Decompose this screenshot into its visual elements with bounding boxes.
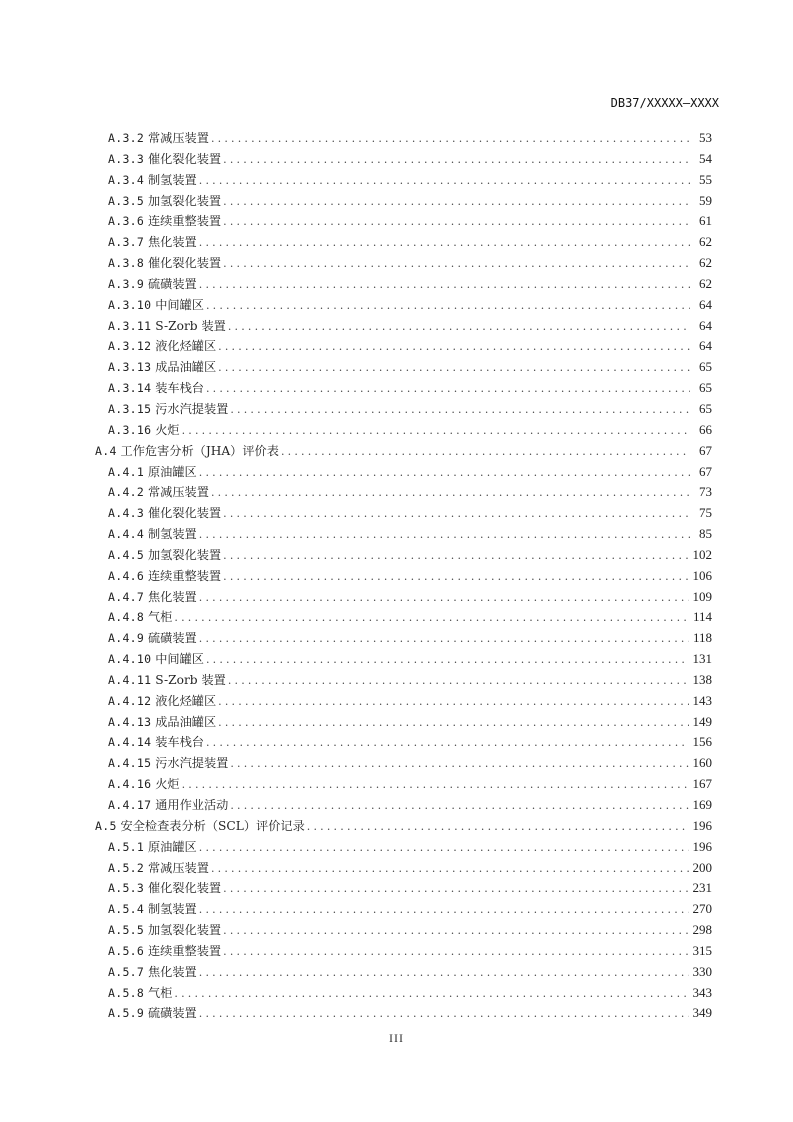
toc-entry-label: 液化烃罐区: [155, 339, 217, 354]
toc-entry[interactable]: [95, 712, 712, 733]
toc-entry-number: A.3.13: [108, 360, 152, 375]
toc-entry-title: [108, 691, 218, 712]
toc-entry-number: A.3.10: [108, 297, 152, 312]
toc-entry-page: 167: [692, 776, 712, 792]
toc-entry-title: [108, 503, 223, 524]
toc-entry-label: 装车栈台: [155, 735, 204, 750]
dot-leader: [218, 692, 688, 713]
toc-entry-page: 106: [692, 567, 712, 583]
toc-entry-page: 62: [699, 234, 712, 250]
toc-entry-number: A.4.6: [108, 568, 145, 583]
toc-entry-number: A.4.15: [108, 756, 152, 771]
toc-entry-number: A.4.13: [108, 714, 152, 729]
dot-leader: [230, 754, 688, 775]
toc-entry-page: 102: [692, 546, 712, 562]
toc-entry[interactable]: [95, 649, 712, 670]
toc-entry[interactable]: [95, 920, 712, 941]
dot-leader: [211, 129, 690, 150]
toc-entry-label: 制氢装置: [148, 902, 197, 917]
toc-entry-page: 149: [692, 713, 712, 729]
dot-leader: [182, 775, 689, 796]
toc-entry-label: 焦化装置: [148, 235, 197, 250]
toc-entry[interactable]: [95, 378, 712, 399]
toc-entry-title: [108, 649, 206, 670]
toc-entry-number: A.4.12: [108, 693, 152, 708]
toc-entry-label: 污水汽提装置: [155, 756, 229, 771]
toc-entry[interactable]: [95, 524, 712, 545]
toc-entry-title: [108, 587, 199, 608]
toc-entry[interactable]: [95, 545, 712, 566]
toc-entry[interactable]: [95, 962, 712, 983]
toc-entry[interactable]: [95, 607, 712, 628]
dot-leader: [206, 296, 690, 317]
dot-leader: [228, 317, 690, 338]
toc-entry-number: A.4.7: [108, 589, 145, 604]
toc-entry-page: 138: [692, 671, 712, 687]
toc-entry-label: 气柜: [148, 985, 173, 1000]
toc-entry-number: A.5.1: [108, 839, 145, 854]
dot-leader: [307, 817, 689, 838]
toc-entry[interactable]: [95, 899, 712, 920]
toc-entry-title: [108, 628, 199, 649]
toc-entry[interactable]: [95, 753, 712, 774]
toc-entry[interactable]: [95, 566, 712, 587]
dot-leader: [199, 629, 689, 650]
toc-entry-label: S-Zorb 装置: [155, 672, 226, 687]
dot-leader: [281, 442, 690, 463]
toc-entry-label: 硫磺装置: [148, 276, 197, 291]
toc-entry-number: A.4: [95, 443, 117, 458]
toc-entry-number: A.4.2: [108, 485, 145, 500]
toc-entry-title: [108, 420, 182, 441]
toc-entry-label: 硫磺装置: [148, 1006, 197, 1021]
toc-entry-title: [108, 316, 228, 337]
toc-entry[interactable]: [95, 670, 712, 691]
toc-entry-page: 143: [692, 692, 712, 708]
toc-entry[interactable]: [95, 795, 712, 816]
dot-leader: [182, 421, 690, 442]
toc-entry-title: [95, 816, 307, 837]
toc-entry-number: A.4.5: [108, 547, 145, 562]
toc-entry-number: A.5.5: [108, 923, 145, 938]
toc-entry-page: 67: [699, 463, 712, 479]
toc-entry-label: 催化裂化装置: [148, 256, 222, 271]
toc-entry-title: [108, 170, 199, 191]
toc-entry-number: A.3.5: [108, 193, 145, 208]
toc-entry-label: 催化裂化装置: [148, 506, 222, 521]
dot-leader: [199, 463, 690, 484]
toc-entry[interactable]: [95, 211, 712, 232]
toc-entry-title: [108, 732, 206, 753]
toc-entry-number: A.5.2: [108, 860, 145, 875]
toc-entry[interactable]: [95, 774, 712, 795]
dot-leader: [211, 483, 690, 504]
toc-entry-title: [108, 566, 223, 587]
dot-leader: [199, 1004, 689, 1025]
toc-entry-number: A.4.16: [108, 777, 152, 792]
toc-entry-title: [95, 441, 281, 462]
page-number-footer: III: [389, 1031, 404, 1045]
toc-entry-title: [108, 274, 199, 295]
dot-leader: [174, 984, 688, 1005]
toc-entry-label: S-Zorb 装置: [155, 318, 226, 333]
dot-leader: [228, 671, 689, 692]
toc-entry-number: A.5.7: [108, 964, 145, 979]
toc-entry[interactable]: [95, 983, 712, 1004]
toc-entry-label: 连续重整装置: [148, 943, 222, 958]
dot-leader: [206, 379, 690, 400]
toc-entry-title: [108, 920, 223, 941]
toc-entry-page: 65: [699, 380, 712, 396]
toc-entry-number: A.4.3: [108, 506, 145, 521]
dot-leader: [218, 337, 690, 358]
toc-entry-label: 原油罐区: [148, 839, 197, 854]
toc-entry[interactable]: [95, 170, 712, 191]
toc-entry-number: A.3.4: [108, 172, 145, 187]
toc-entry-number: A.3.12: [108, 339, 152, 354]
toc-entry-number: A.4.10: [108, 652, 152, 667]
toc-entry-number: A.4.14: [108, 735, 152, 750]
toc-entry-page: 62: [699, 275, 712, 291]
toc-entry-page: 62: [699, 255, 712, 271]
toc-entry-page: 196: [692, 817, 712, 833]
toc-entry[interactable]: [95, 587, 712, 608]
toc-entry[interactable]: [95, 441, 712, 462]
dot-leader: [223, 192, 690, 213]
toc-entry-title: [108, 983, 174, 1004]
toc-entry[interactable]: [95, 232, 712, 253]
toc-entry-number: A.5.6: [108, 943, 145, 958]
toc-entry[interactable]: [95, 253, 712, 274]
toc-entry-label: 液化烃罐区: [155, 693, 217, 708]
toc-entry-page: 61: [699, 213, 712, 229]
toc-entry-title: [108, 1003, 199, 1024]
toc-entry-label: 通用作业活动: [155, 798, 229, 812]
toc-entry-page: 315: [692, 942, 712, 958]
toc-entry-label: 焦化装置: [148, 964, 197, 979]
toc-entry[interactable]: [95, 420, 712, 441]
toc-entry[interactable]: [95, 274, 712, 295]
toc-entry-title: [108, 462, 199, 483]
toc-entry-page: 118: [692, 630, 712, 646]
toc-entry-number: A.3.9: [108, 276, 145, 291]
toc-entry-title: [108, 482, 211, 503]
toc-entry-number: A.5.3: [108, 881, 145, 896]
toc-entry[interactable]: [95, 191, 712, 212]
toc-entry-page: 131: [692, 651, 712, 667]
dot-leader: [218, 713, 688, 734]
toc-entry-title: [108, 670, 228, 691]
toc-entry-page: 114: [692, 609, 712, 625]
dot-leader: [223, 212, 690, 233]
toc-entry-label: 常减压装置: [148, 131, 209, 145]
toc-entry-number: A.3.8: [108, 256, 145, 271]
dot-leader: [199, 588, 689, 609]
dot-leader: [199, 963, 689, 984]
toc-entry-title: [108, 712, 218, 733]
dot-leader: [199, 233, 690, 254]
toc-entry-title: [108, 858, 211, 879]
toc-entry-page: 200: [692, 859, 712, 875]
toc-entry[interactable]: [95, 732, 712, 753]
toc-entry-label: 成品油罐区: [155, 360, 217, 375]
toc-entry-label: 加氢裂化装置: [148, 547, 222, 562]
toc-entry-number: A.3.3: [108, 151, 145, 166]
toc-entry[interactable]: [95, 357, 712, 378]
toc-entry[interactable]: [95, 295, 712, 316]
toc-entry-number: A.5: [95, 818, 117, 833]
toc-entry-label: 催化裂化装置: [148, 151, 222, 166]
toc-entry-number: A.4.8: [108, 610, 145, 625]
toc-entry-page: 64: [699, 338, 712, 354]
dot-leader: [223, 254, 690, 275]
toc-entry-label: 中间罐区: [155, 297, 204, 312]
toc-entry-title: [108, 191, 223, 212]
toc-entry-title: [108, 962, 199, 983]
toc-entry[interactable]: [95, 858, 712, 879]
toc-entry[interactable]: [95, 503, 712, 524]
toc-entry-page: 53: [699, 130, 712, 145]
toc-entry-label: 气柜: [148, 610, 173, 625]
toc-entry-label: 安全检查表分析（SCL）评价记录: [120, 818, 305, 833]
toc-entry[interactable]: [95, 399, 712, 420]
toc-entry-label: 制氢装置: [148, 172, 197, 187]
toc-entry-title: [108, 149, 223, 170]
toc-entry-title: [108, 753, 230, 774]
toc-entry-page: 270: [692, 901, 712, 917]
toc-entry[interactable]: [95, 316, 712, 337]
toc-entry-title: [108, 232, 199, 253]
toc-entry-number: A.5.9: [108, 1006, 145, 1021]
toc-entry-title: [108, 295, 206, 316]
toc-entry-page: 66: [699, 421, 712, 437]
toc-entry-title: [108, 211, 223, 232]
toc-entry-label: 催化裂化装置: [148, 881, 222, 896]
toc-entry-label: 硫磺装置: [148, 631, 197, 646]
toc-entry-title: [108, 336, 218, 357]
toc-entry-number: A.3.14: [108, 381, 152, 396]
dot-leader: [206, 733, 689, 754]
toc-entry-label: 常减压装置: [148, 485, 209, 500]
dot-leader: [230, 400, 690, 421]
toc-entry-page: 349: [692, 1005, 712, 1021]
toc-entry-page: 67: [699, 442, 712, 458]
toc-entry-label: 中间罐区: [155, 652, 204, 667]
dot-leader: [223, 504, 690, 525]
toc-entry-number: A.5.8: [108, 985, 145, 1000]
toc-entry-page: 73: [699, 484, 712, 500]
toc-entry-number: A.4.4: [108, 527, 145, 542]
toc-entry-title: [108, 128, 211, 149]
toc-entry-page: 75: [699, 505, 712, 521]
toc-entry-page: 231: [692, 880, 712, 896]
toc-entry[interactable]: [95, 691, 712, 712]
toc-entry[interactable]: [95, 816, 712, 837]
dot-leader: [223, 546, 688, 567]
toc-entry-label: 工作危害分析（JHA）评价表: [120, 443, 279, 458]
toc-entry[interactable]: [95, 128, 712, 149]
toc-entry-number: A.4.9: [108, 631, 145, 646]
toc-entry-label: 连续重整装置: [148, 214, 222, 229]
dot-leader: [230, 796, 688, 817]
toc-entry-page: 64: [699, 296, 712, 312]
toc-entry-title: [108, 378, 206, 399]
dot-leader: [223, 879, 688, 900]
toc-entry-number: A.3.7: [108, 235, 145, 250]
toc-entry-title: [108, 837, 199, 858]
toc-entry-label: 污水汽提装置: [155, 401, 229, 416]
toc-entry-page: 54: [699, 150, 712, 166]
toc-entry-title: [108, 774, 182, 795]
toc-entry-title: [108, 524, 199, 545]
toc-entry-page: 196: [692, 838, 712, 854]
toc-entry-page: 65: [699, 400, 712, 416]
toc-entry-page: 65: [699, 359, 712, 375]
toc-entry-label: 原油罐区: [148, 464, 197, 479]
toc-entry-number: A.5.4: [108, 902, 145, 917]
toc-entry-label: 连续重整装置: [148, 568, 222, 583]
toc-entry-label: 火炬: [155, 777, 180, 792]
toc-entry-number: A.3.2: [108, 131, 145, 145]
toc-entry-number: A.4.1: [108, 464, 145, 479]
toc-entry-title: [108, 795, 230, 816]
toc-entry-page: 59: [699, 192, 712, 208]
toc-entry[interactable]: [95, 628, 712, 649]
document-code-header: DB37/XXXXX—XXXX: [610, 96, 719, 110]
dot-leader: [223, 942, 688, 963]
toc-entry-label: 常减压装置: [148, 860, 209, 875]
toc-entry-label: 焦化装置: [148, 589, 197, 604]
toc-entry[interactable]: [95, 482, 712, 503]
dot-leader: [199, 525, 690, 546]
toc-entry-title: [108, 941, 223, 962]
dot-leader: [174, 608, 689, 629]
toc-entry[interactable]: [95, 462, 712, 483]
toc-entry-title: [108, 253, 223, 274]
toc-entry-number: A.3.6: [108, 214, 145, 229]
toc-entry[interactable]: [95, 878, 712, 899]
dot-leader: [206, 650, 689, 671]
toc-entry-page: 343: [692, 984, 712, 1000]
dot-leader: [199, 838, 689, 859]
toc-entry-label: 装车栈台: [155, 381, 204, 396]
toc-entry-title: [108, 607, 174, 628]
toc-entry-number: A.4.11: [108, 672, 152, 687]
toc-entry[interactable]: [95, 149, 712, 170]
toc-entry[interactable]: [95, 1003, 712, 1024]
dot-leader: [199, 171, 690, 192]
toc-entry-label: 加氢裂化装置: [148, 193, 222, 208]
toc-entry-title: [108, 899, 199, 920]
toc-entry-page: 169: [692, 797, 712, 812]
table-of-contents: [95, 128, 712, 1024]
dot-leader: [223, 567, 688, 588]
toc-entry-page: 298: [692, 922, 712, 938]
toc-entry-page: 85: [699, 526, 712, 542]
dot-leader: [218, 358, 690, 379]
toc-entry-title: [108, 878, 223, 899]
toc-entry-title: [108, 357, 218, 378]
dot-leader: [211, 859, 689, 880]
toc-entry-page: 156: [692, 734, 712, 750]
toc-entry-label: 加氢裂化装置: [148, 923, 222, 938]
toc-entry-label: 制氢装置: [148, 527, 197, 542]
toc-entry-number: A.3.11: [108, 318, 152, 333]
toc-entry-label: 成品油罐区: [155, 714, 217, 729]
toc-entry-label: 火炬: [155, 422, 180, 437]
toc-entry-page: 160: [692, 755, 712, 771]
dot-leader: [223, 150, 690, 171]
toc-entry[interactable]: [95, 941, 712, 962]
toc-entry-page: 64: [699, 317, 712, 333]
toc-entry-page: 109: [692, 588, 712, 604]
toc-entry-title: [108, 399, 230, 420]
dot-leader: [199, 900, 689, 921]
toc-entry-number: A.4.17: [108, 798, 152, 812]
toc-entry-page: 330: [692, 963, 712, 979]
dot-leader: [223, 921, 688, 942]
toc-entry[interactable]: [95, 837, 712, 858]
toc-entry[interactable]: [95, 336, 712, 357]
toc-entry-title: [108, 545, 223, 566]
toc-entry-page: 55: [699, 171, 712, 187]
dot-leader: [199, 275, 690, 296]
toc-entry-number: A.3.15: [108, 401, 152, 416]
toc-entry-number: A.3.16: [108, 422, 152, 437]
